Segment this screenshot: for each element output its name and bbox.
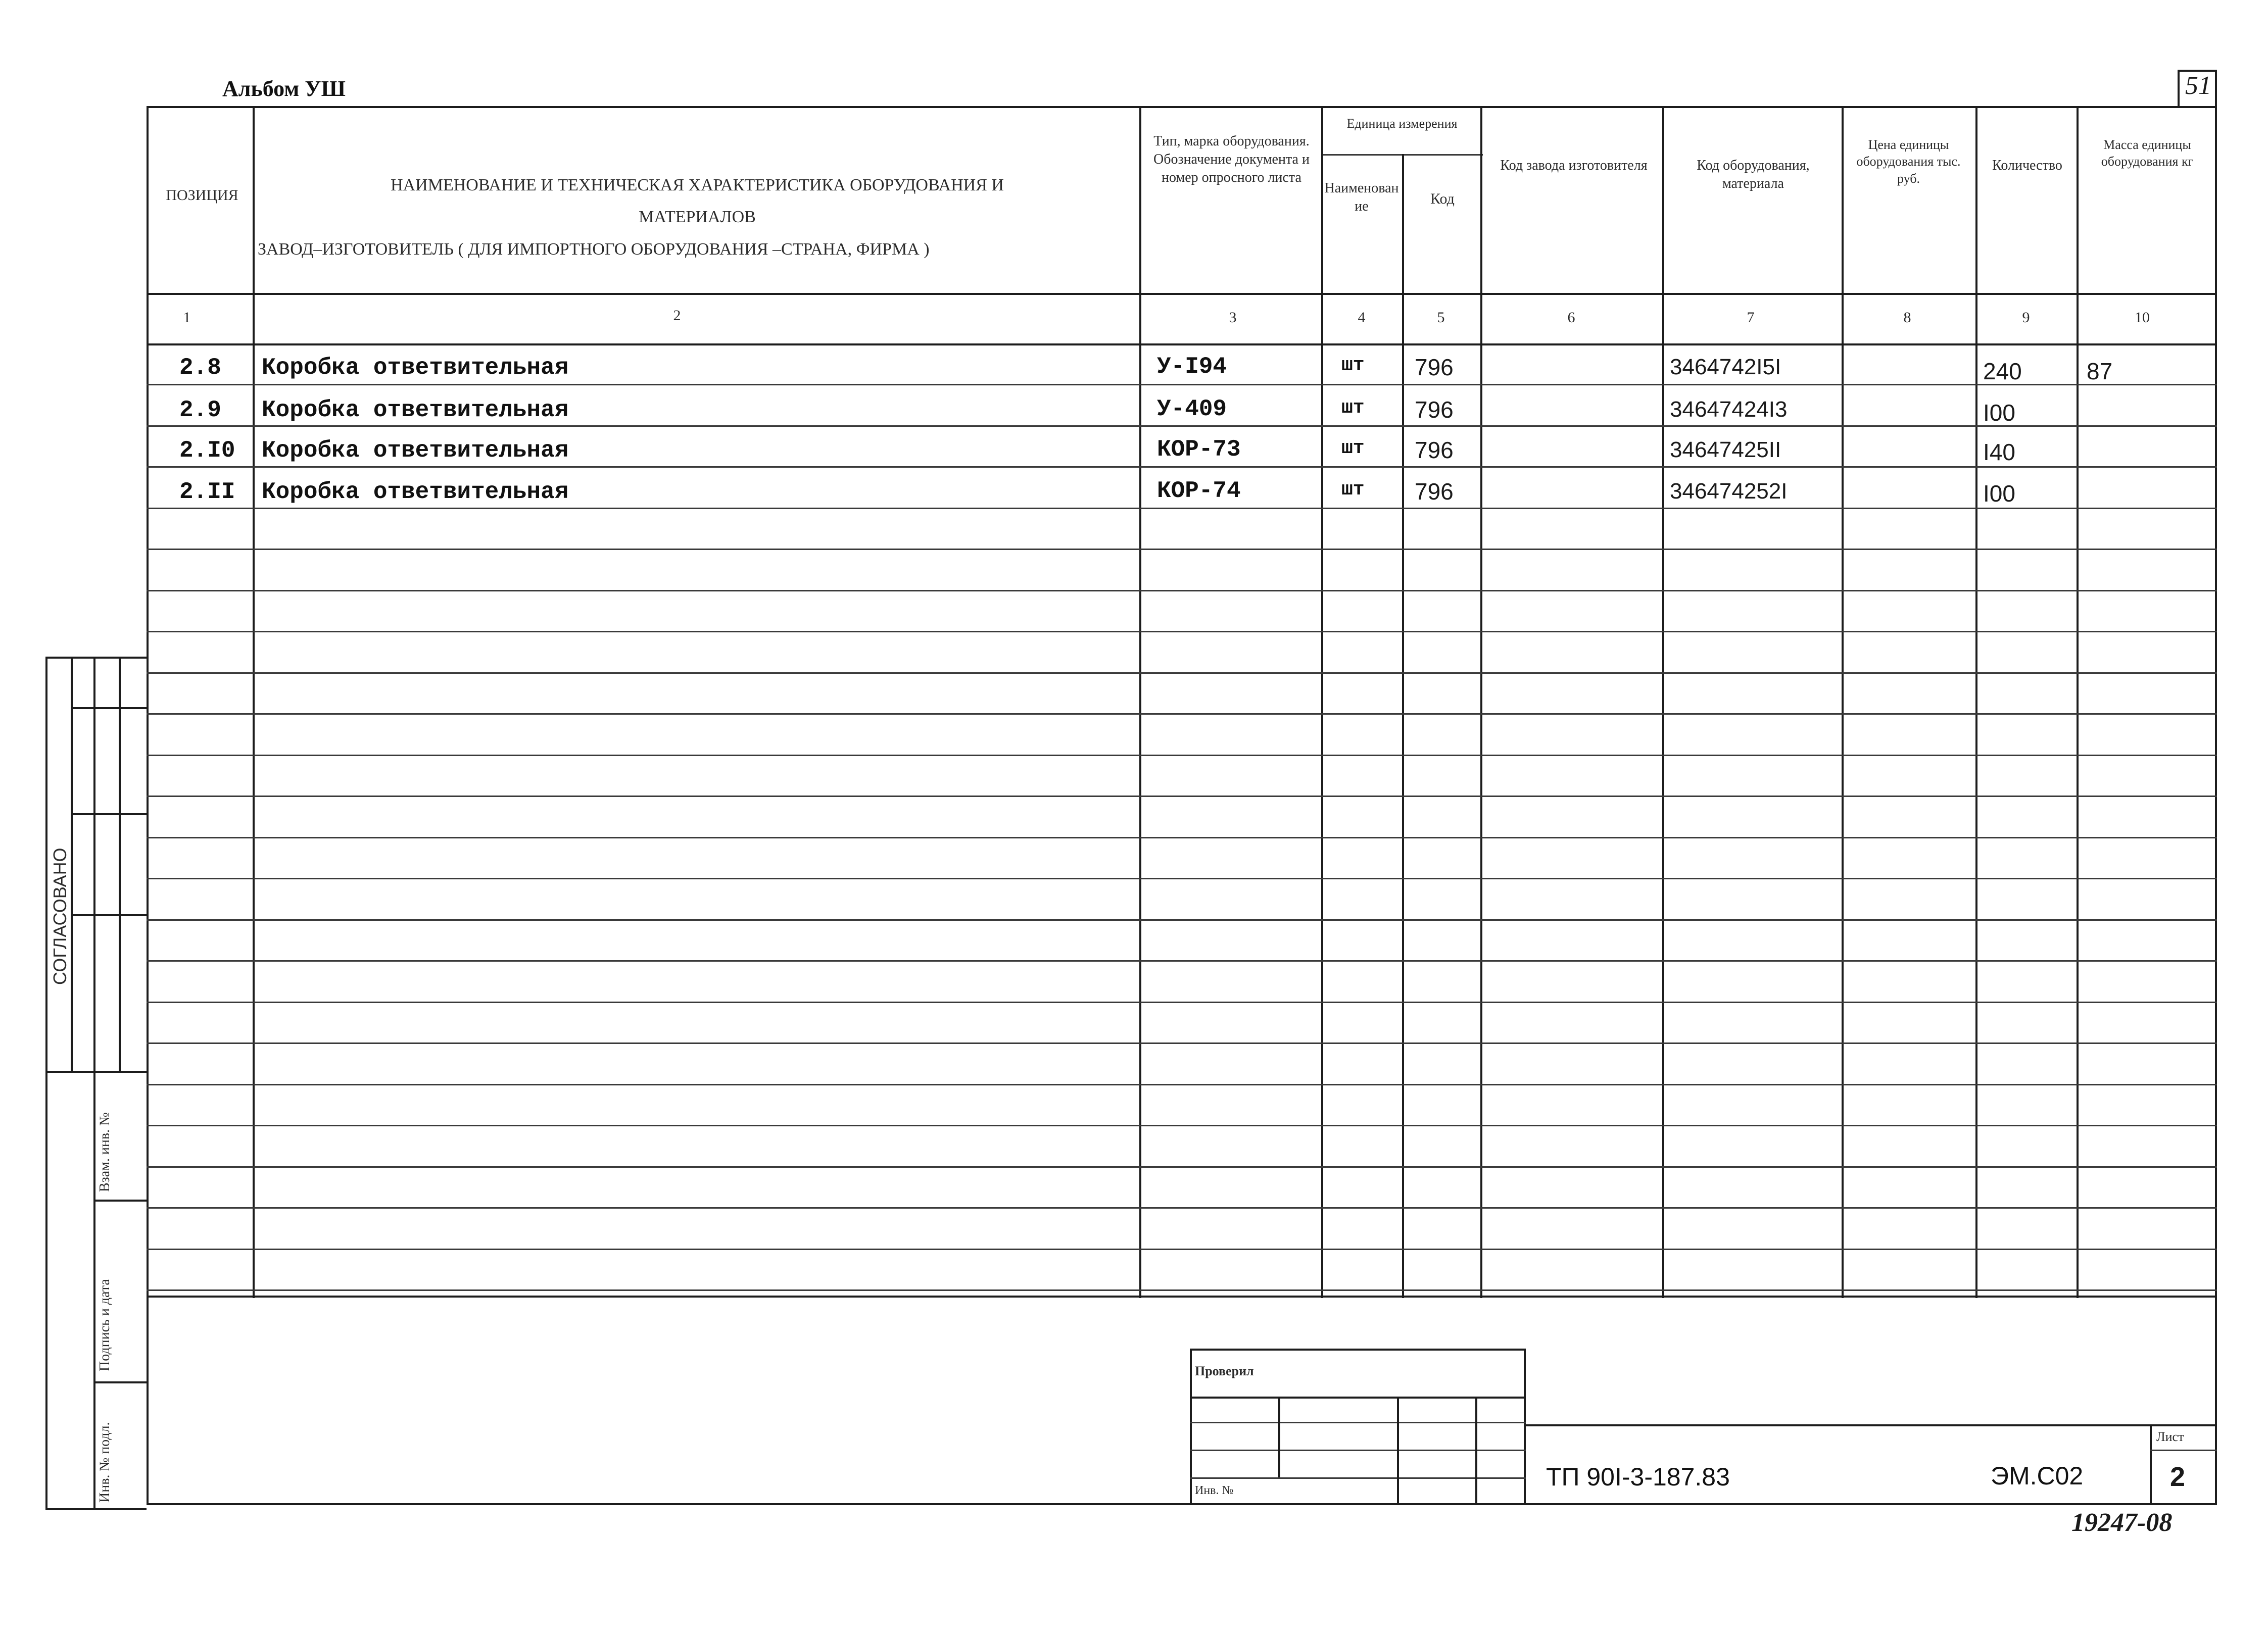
row-mass: 87: [2087, 358, 2113, 384]
col-sep-1: [253, 106, 255, 1298]
table-bottom-line: [147, 1296, 2217, 1298]
col-sep-8: [1975, 106, 1977, 1298]
side-stamp-divider-1: [71, 657, 73, 1071]
header-unit-group: Единица измерения: [1346, 116, 1458, 131]
row-rule: [147, 631, 2217, 632]
colnum-5: 5: [1437, 309, 1445, 326]
colnum-1: 1: [183, 309, 191, 326]
header-name-line3: ЗАВОД–ИЗГОТОВИТЕЛЬ ( ДЛЯ ИМПОРТНОГО ОБОРУДОВАНИЯ –СТРАНА, ФИРМА ): [258, 240, 930, 259]
row-rule: [147, 590, 2217, 591]
col-sep-7: [1842, 106, 1844, 1298]
archive-number: 19247-08: [2071, 1508, 2173, 1537]
header-bottom-line: [147, 293, 2217, 295]
header-position: ПОЗИЦИЯ: [166, 187, 238, 204]
header-name-line1: НАИМЕНОВАНИЕ И ТЕХНИЧЕСКАЯ ХАРАКТЕРИСТИКА ОБОРУДОВАНИЯ И: [391, 176, 1004, 194]
header-name-line2: МАТЕРИАЛОВ: [639, 208, 756, 226]
document-mark: ЭМ.С02: [1991, 1462, 2084, 1490]
colnum-4: 4: [1358, 309, 1366, 326]
row-rule: [147, 425, 2217, 427]
top-sheet-number: 51: [2185, 71, 2211, 100]
row-rule: [147, 1207, 2217, 1209]
colnum-7: 7: [1747, 309, 1755, 326]
sheet-label: Лист: [2156, 1429, 2184, 1444]
colnum-3: 3: [1229, 309, 1237, 326]
row-quantity: I00: [1983, 480, 2015, 507]
row-rule: [147, 672, 2217, 674]
colnum-6: 6: [1567, 309, 1575, 326]
row-rule: [147, 384, 2217, 385]
col-sep-9: [2077, 106, 2079, 1298]
col-sep-2: [1139, 106, 1141, 1298]
row-equipment-code: 34647425II: [1670, 437, 1781, 462]
tb-vline-2: [1397, 1397, 1399, 1505]
row-quantity: I00: [1983, 400, 2015, 426]
row-rule: [147, 796, 2217, 797]
header-unit-code: Код: [1430, 190, 1455, 207]
row-unit: шт: [1341, 479, 1365, 501]
row-quantity: 240: [1983, 358, 2022, 384]
row-type: КОР-73: [1157, 436, 1241, 463]
row-rule: [147, 466, 2217, 468]
row-unit-code: 796: [1415, 396, 1454, 423]
row-rule: [147, 508, 2217, 509]
row-unit-code: 796: [1415, 354, 1454, 380]
row-unit-code: 796: [1415, 478, 1454, 505]
side-stamp-line-5: [93, 1200, 147, 1202]
row-rule: [147, 919, 2217, 921]
row-rule: [147, 1289, 2217, 1291]
colnum-8: 8: [1903, 309, 1911, 326]
col-sep-6: [1662, 106, 1664, 1298]
tb-sheet-label-line: [2150, 1450, 2217, 1451]
row-type: У-409: [1157, 396, 1227, 422]
row-rule: [147, 837, 2217, 838]
side-stamp-divider-3: [119, 657, 121, 1071]
row-position: 2.II: [179, 479, 235, 505]
header-quantity: Количество: [1992, 158, 2062, 173]
side-agreed-label: СОГЛАСОВАНО: [50, 848, 70, 985]
header-factory-code: Код завода изготовителя: [1500, 158, 1648, 173]
row-unit: шт: [1341, 437, 1365, 459]
row-unit: шт: [1341, 397, 1365, 419]
header-mass: Масса единицы оборудования кг: [2101, 137, 2194, 169]
row-name: Коробка ответвительная: [262, 479, 569, 505]
row-rule: [147, 549, 2217, 550]
row-rule: [147, 960, 2217, 962]
row-type: У-I94: [1157, 354, 1227, 380]
tb-sheet-divider: [2150, 1424, 2152, 1505]
row-type: КОР-74: [1157, 478, 1241, 504]
row-name: Коробка ответвительная: [262, 355, 569, 381]
tb-checked-label: Проверил: [1195, 1364, 1254, 1378]
row-rule: [147, 1042, 2217, 1044]
sheet-number: 2: [2170, 1462, 2186, 1492]
header-unit-name: Наименование: [1324, 180, 1399, 214]
album-title: Альбом УШ: [222, 76, 346, 101]
row-equipment-code: 34647424I3: [1670, 397, 1788, 422]
row-position: 2.8: [179, 355, 221, 381]
side-inv-replace-label: Взам. инв. №: [97, 1112, 113, 1192]
col-sep-4: [1402, 154, 1404, 1298]
row-rule: [147, 1002, 2217, 1003]
numbers-bottom-line: [147, 343, 2217, 345]
colnum-2: 2: [673, 307, 681, 324]
row-rule: [147, 1166, 2217, 1168]
row-rule: [147, 878, 2217, 879]
row-quantity: I40: [1983, 439, 2015, 465]
header-type: Тип, марка оборудования. Обозначение документа и номер опросного листа: [1153, 133, 1310, 185]
row-rule: [147, 1125, 2217, 1126]
row-equipment-code: 3464742I5I: [1670, 355, 1781, 379]
document-code: ТП 90I-3-187.83: [1546, 1463, 1730, 1491]
header-equipment-code: Код оборудования, материала: [1697, 158, 1810, 191]
tb-code-top-line: [1526, 1424, 2217, 1426]
side-sign-date-label: Подпись и дата: [97, 1279, 113, 1371]
side-stamp-line-1: [71, 707, 147, 709]
colnum-10: 10: [2135, 309, 2150, 326]
header-price: Цена единицы оборудования тыс. руб.: [1856, 137, 1961, 186]
tb-vline-3: [1475, 1397, 1477, 1505]
side-stamp-line-2: [71, 813, 147, 815]
col-sep-3: [1321, 106, 1323, 1298]
side-inv-orig-label: Инв. № подл.: [97, 1422, 113, 1503]
row-position: 2.9: [179, 397, 221, 423]
row-unit: шт: [1341, 355, 1365, 376]
colnum-9: 9: [2022, 309, 2030, 326]
row-rule: [147, 1084, 2217, 1085]
tb-inv-no-label: Инв. №: [1195, 1484, 1234, 1497]
row-unit-code: 796: [1415, 437, 1454, 463]
row-equipment-code: 346474252I: [1670, 479, 1788, 504]
row-rule: [147, 755, 2217, 756]
side-stamp-line-6: [93, 1381, 147, 1383]
col-sep-5: [1480, 106, 1482, 1298]
tb-vline-1: [1278, 1397, 1280, 1477]
row-position: 2.I0: [179, 437, 235, 464]
side-stamp-line-3: [71, 914, 147, 916]
row-name: Коробка ответвительная: [262, 397, 569, 423]
row-name: Коробка ответвительная: [262, 437, 569, 464]
row-rule: [147, 713, 2217, 715]
side-stamp-line-4: [45, 1071, 147, 1073]
row-rule: [147, 1249, 2217, 1250]
